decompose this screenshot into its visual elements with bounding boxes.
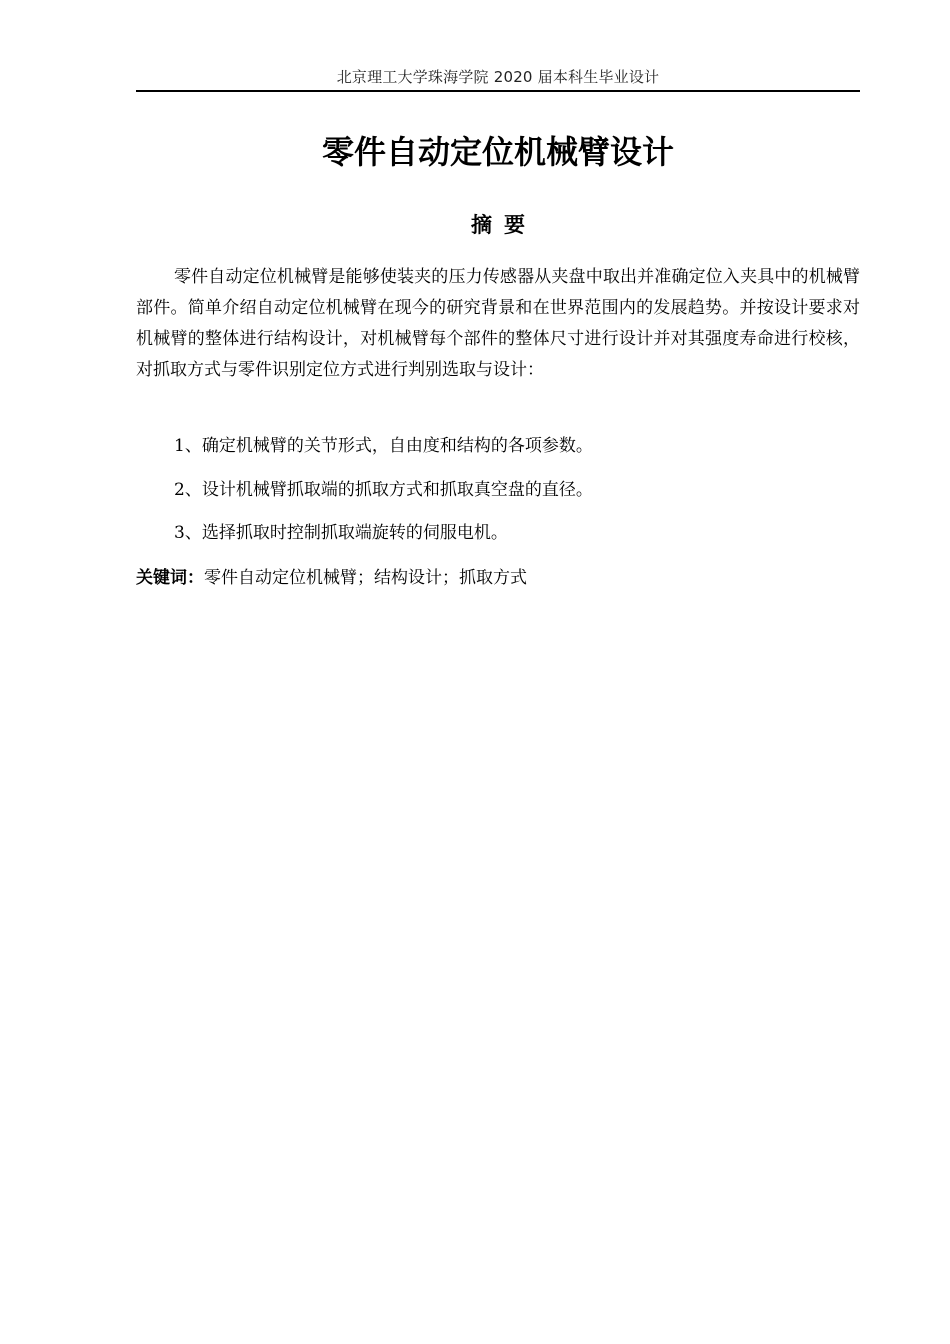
- keywords-label: 关键词：: [136, 568, 204, 588]
- keywords-line: [136, 563, 860, 594]
- header-divider: [136, 90, 860, 92]
- keywords-value: 零件自动定位机械臂；结构设计；抓取方式: [204, 568, 527, 588]
- abstract-heading: 摘要: [471, 213, 537, 237]
- abstract-list-item: 3、选择抓取时控制抓取端旋转的伺服电机。: [174, 523, 508, 543]
- running-header: 北京理工大学珠海学院 2020 届本科生毕业设计: [336, 68, 660, 86]
- abstract-list-item: 1、确定机械臂的关节形式，自由度和结构的各项参数。: [174, 436, 593, 456]
- abstract-paragraph: 零件自动定位机械臂是能够使装夹的压力传感器从夹盘中取出并准确定位入夹具中的机械臂部件。简单介绍自动定位机械臂在现今的研究背景和在世界范围内的发展趋势。并按设计要求对机械臂的整体进行结构设计，对机械臂每个部件的整体尺寸进行设计并对其强度寿命进行校核，对抓取方式与零件识别定位方式进行判别选取与设计：: [136, 267, 860, 380]
- document-title: 零件自动定位机械臂设计: [321, 133, 674, 171]
- abstract-list-item: 2、设计机械臂抓取端的抓取方式和抓取真空盘的直径。: [174, 480, 593, 500]
